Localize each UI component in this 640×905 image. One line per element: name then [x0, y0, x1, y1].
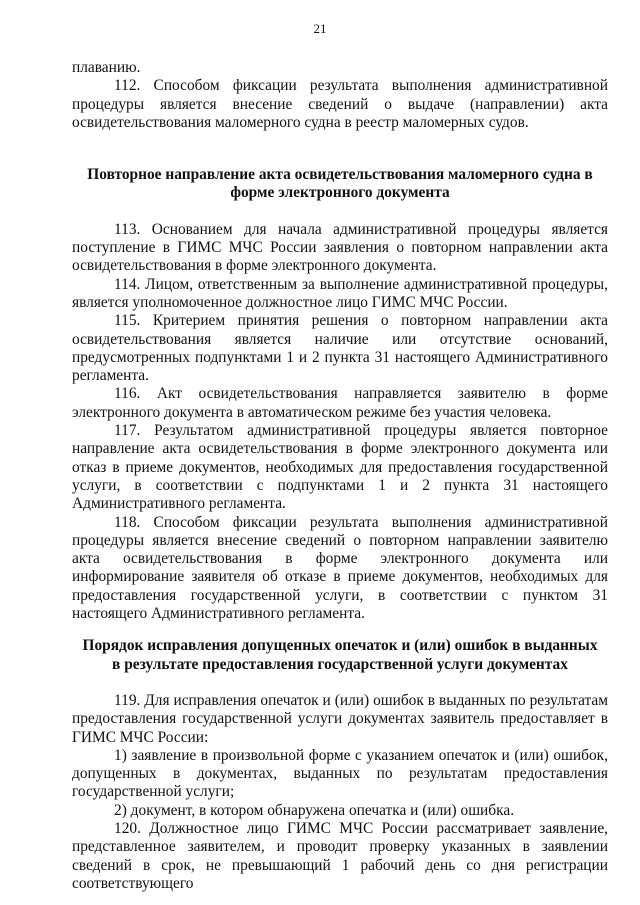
paragraph: 116. Акт освидетельствования направляется заявителю в форме электронного документа в автоматическом режиме без участия человека.	[72, 385, 608, 421]
paragraph: плаванию.	[72, 59, 141, 76]
paragraph: 1) заявление в произвольной форме с указанием опечаток и (или) ошибок, допущенных в документах, выданных по результатам предоставления государственной услуги;	[72, 746, 608, 801]
document-body	[72, 59, 608, 893]
section-heading-line: Порядок исправления допущенных опечаток и (или) ошибок в выданных	[82, 637, 598, 655]
paragraph: 115. Критерием принятия решения о повторном направлении акта освидетельствования является наличие или отсутствие оснований, предусмотренных подпунктами 1 и 2 пункта 31 настоящего Административного регламента.	[72, 312, 608, 385]
paragraph: 113. Основанием для начала административной процедуры является поступление в ГИМС МЧС России заявления о повторном направлении акта освидетельствования в форме электронного документа.	[72, 220, 608, 275]
paragraph: 2) документ, в котором обнаружена опечатка и (или) ошибка.	[114, 801, 515, 819]
section-spacer	[72, 132, 608, 166]
paragraph: 117. Результатом административной процедуры является повторное направление акта освидетельствования в форме электронного документа или отказ в приеме документов, необходимых для предоставления государственной услуги, в соответствии с подпунктами 1 и 2 пункта 31 настоящего Административного регламента.	[72, 422, 608, 513]
paragraph: 118. Способом фиксации результата выполнения административной процедуры является внесение сведений о повторном направлении заявителю акта освидетельствования в форме электронного документа или информирование заявителя об отказе в приеме документов, необходимых для предоставления государственной услуги, в соответствии с пунктом 31 настоящего Административного регламента.	[72, 513, 608, 623]
paragraph: 120. Должностное лицо ГИМС МЧС России рассматривает заявление, представленное заявителем, и проводит проверку указанных в заявлении сведений в срок, не превышающий 1 рабочий день со дня регистрации соответствующего	[72, 819, 608, 892]
section-heading	[72, 166, 608, 203]
section-heading	[72, 637, 608, 674]
section-heading-line: Повторное направление акта освидетельствования маломерного судна в	[87, 166, 593, 184]
section-spacer	[72, 203, 608, 221]
section-spacer	[72, 674, 608, 692]
paragraph: 112. Способом фиксации результата выполнения административной процедуры является внесение сведений о выдаче (направлении) акта освидетельствования маломерного судна в реестр маломерных судов.	[72, 77, 608, 131]
section-spacer	[72, 623, 608, 637]
section-heading-line: форме электронного документа	[230, 184, 450, 202]
page-number: 21	[313, 21, 327, 36]
section-heading-line: в результате предоставления государственной услуги документах	[112, 655, 568, 673]
paragraph: 119. Для исправления опечаток и (или) ошибок в выданных по результатам предоставления государственной услуги документах заявитель предоставляет в ГИМС МЧС России:	[72, 691, 608, 746]
paragraph: 114. Лицом, ответственным за выполнение административной процедуры, является уполномоченное должностное лицо ГИМС МЧС России.	[72, 275, 608, 311]
